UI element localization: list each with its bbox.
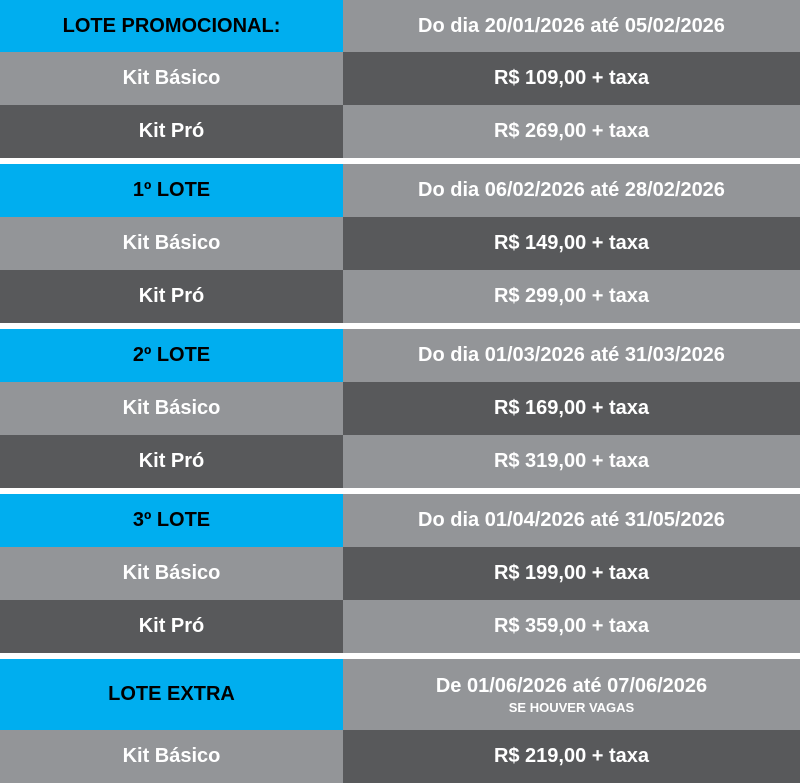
kit-price: R$ 269,00 + taxa xyxy=(343,105,800,158)
lot-period: De 01/06/2026 até 07/06/2026 xyxy=(435,674,708,697)
kit-row xyxy=(0,52,800,105)
kit-row xyxy=(0,547,800,600)
lot-name: 2º LOTE xyxy=(0,329,343,382)
kit-label: Kit Pró xyxy=(0,435,343,488)
availability-note: SE HOUVER VAGAS xyxy=(508,699,635,715)
kit-row xyxy=(0,600,800,653)
kit-row xyxy=(0,270,800,323)
lot-period: Do dia 20/01/2026 até 05/02/2026 xyxy=(343,0,800,52)
lot-header-row xyxy=(0,659,800,730)
kit-label: Kit Básico xyxy=(0,730,343,783)
lot-header-row xyxy=(0,494,800,547)
lot-period: Do dia 01/04/2026 até 31/05/2026 xyxy=(343,494,800,547)
kit-price: R$ 149,00 + taxa xyxy=(343,217,800,270)
kit-label: Kit Básico xyxy=(0,217,343,270)
kit-price: R$ 169,00 + taxa xyxy=(343,382,800,435)
kit-row xyxy=(0,217,800,270)
kit-label: Kit Básico xyxy=(0,547,343,600)
kit-price: R$ 219,00 + taxa xyxy=(343,730,800,783)
lot-name: LOTE EXTRA xyxy=(0,659,343,730)
kit-price: R$ 319,00 + taxa xyxy=(343,435,800,488)
lot-header-row xyxy=(0,164,800,217)
kit-price: R$ 109,00 + taxa xyxy=(343,52,800,105)
kit-label: Kit Pró xyxy=(0,270,343,323)
lot-period-block xyxy=(343,659,800,730)
kit-row xyxy=(0,730,800,783)
kit-row xyxy=(0,105,800,158)
lot-header-row xyxy=(0,0,800,52)
kit-label: Kit Pró xyxy=(0,600,343,653)
kit-price: R$ 299,00 + taxa xyxy=(343,270,800,323)
kit-row xyxy=(0,382,800,435)
kit-price: R$ 359,00 + taxa xyxy=(343,600,800,653)
lot-name: LOTE PROMOCIONAL: xyxy=(0,0,343,52)
kit-row xyxy=(0,435,800,488)
lot-name: 1º LOTE xyxy=(0,164,343,217)
lot-period: Do dia 06/02/2026 até 28/02/2026 xyxy=(343,164,800,217)
kit-price: R$ 199,00 + taxa xyxy=(343,547,800,600)
kit-label: Kit Pró xyxy=(0,105,343,158)
kit-label: Kit Básico xyxy=(0,52,343,105)
lot-name: 3º LOTE xyxy=(0,494,343,547)
kit-label: Kit Básico xyxy=(0,382,343,435)
lot-period: Do dia 01/03/2026 até 31/03/2026 xyxy=(343,329,800,382)
lot-header-row xyxy=(0,329,800,382)
